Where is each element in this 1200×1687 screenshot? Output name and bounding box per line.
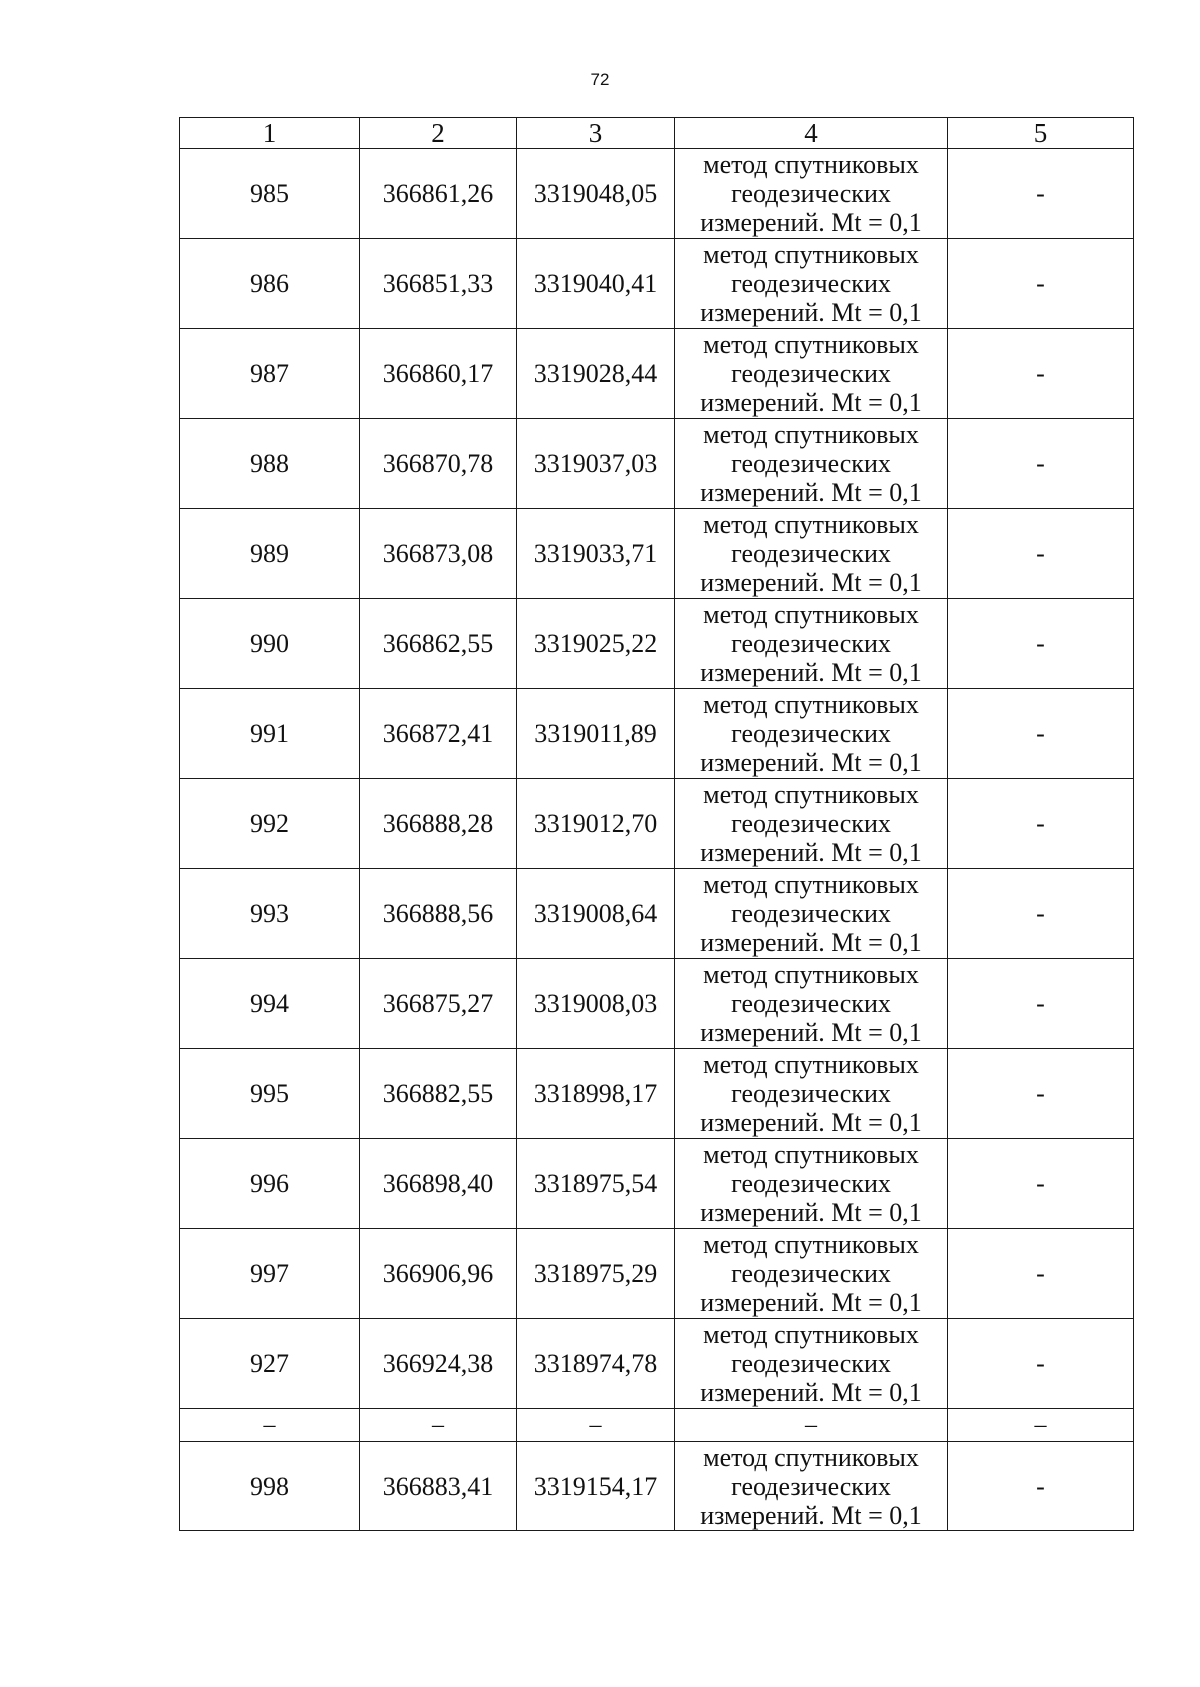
table-row bbox=[180, 1139, 1134, 1229]
method-line: метод спутниковых bbox=[703, 870, 919, 899]
method-line: геодезических bbox=[731, 629, 891, 658]
method-line: метод спутниковых bbox=[703, 690, 919, 719]
cell-x-coordinate: 366862,55 bbox=[360, 599, 517, 689]
method-line: геодезических bbox=[731, 719, 891, 748]
cell-y-coordinate: 3319008,64 bbox=[517, 869, 675, 959]
cell-point-number: 997 bbox=[180, 1229, 360, 1319]
separator-cell: – bbox=[517, 1409, 675, 1442]
cell-method bbox=[675, 329, 948, 419]
method-line: измерений. Mt = 0,1 bbox=[700, 1018, 922, 1047]
table-row bbox=[180, 1049, 1134, 1139]
cell-method bbox=[675, 509, 948, 599]
cell-y-coordinate: 3319037,03 bbox=[517, 419, 675, 509]
table-row bbox=[180, 509, 1134, 599]
cell-method bbox=[675, 689, 948, 779]
method-line: измерений. Mt = 0,1 bbox=[700, 1108, 922, 1137]
table-row bbox=[180, 1442, 1134, 1531]
cell-y-coordinate: 3319154,17 bbox=[517, 1442, 675, 1531]
method-line: метод спутниковых bbox=[703, 600, 919, 629]
cell-y-coordinate: 3319008,03 bbox=[517, 959, 675, 1049]
method-line: геодезических bbox=[731, 899, 891, 928]
cell-method bbox=[675, 869, 948, 959]
cell-x-coordinate: 366906,96 bbox=[360, 1229, 517, 1319]
method-line: геодезических bbox=[731, 989, 891, 1018]
method-line: измерений. Mt = 0,1 bbox=[700, 748, 922, 777]
cell-note: - bbox=[948, 1139, 1134, 1229]
table-row bbox=[180, 779, 1134, 869]
method-line: метод спутниковых bbox=[703, 780, 919, 809]
table-row bbox=[180, 239, 1134, 329]
cell-point-number: 927 bbox=[180, 1319, 360, 1409]
cell-x-coordinate: 366851,33 bbox=[360, 239, 517, 329]
cell-note: - bbox=[948, 419, 1134, 509]
separator-cell: – bbox=[180, 1409, 360, 1442]
method-line: измерений. Mt = 0,1 bbox=[700, 928, 922, 957]
cell-note: - bbox=[948, 239, 1134, 329]
method-line: геодезических bbox=[731, 1349, 891, 1378]
header-col-5: 5 bbox=[948, 118, 1134, 149]
cell-y-coordinate: 3319012,70 bbox=[517, 779, 675, 869]
method-line: метод спутниковых bbox=[703, 1442, 919, 1472]
method-line: метод спутниковых bbox=[703, 1050, 919, 1079]
method-line: геодезических bbox=[731, 449, 891, 478]
cell-x-coordinate: 366875,27 bbox=[360, 959, 517, 1049]
cell-note: - bbox=[948, 149, 1134, 239]
cell-method bbox=[675, 239, 948, 329]
method-line: метод спутниковых bbox=[703, 330, 919, 359]
cell-x-coordinate: 366888,28 bbox=[360, 779, 517, 869]
method-line: метод спутниковых bbox=[703, 1140, 919, 1169]
method-line: геодезических bbox=[731, 269, 891, 298]
cell-y-coordinate: 3318998,17 bbox=[517, 1049, 675, 1139]
coordinates-table bbox=[179, 117, 1134, 1531]
method-line: геодезических bbox=[731, 1079, 891, 1108]
table-row bbox=[180, 599, 1134, 689]
cell-method bbox=[675, 1049, 948, 1139]
method-line: геодезических bbox=[731, 1169, 891, 1198]
cell-method bbox=[675, 419, 948, 509]
cell-point-number: 993 bbox=[180, 869, 360, 959]
cell-point-number: 985 bbox=[180, 149, 360, 239]
cell-method bbox=[675, 959, 948, 1049]
cell-y-coordinate: 3319040,41 bbox=[517, 239, 675, 329]
cell-method bbox=[675, 1229, 948, 1319]
cell-x-coordinate: 366860,17 bbox=[360, 329, 517, 419]
cell-y-coordinate: 3318975,29 bbox=[517, 1229, 675, 1319]
cell-note: - bbox=[948, 1049, 1134, 1139]
method-line: метод спутниковых bbox=[703, 1320, 919, 1349]
method-line: метод спутниковых bbox=[703, 150, 919, 179]
cell-x-coordinate: 366883,41 bbox=[360, 1442, 517, 1531]
cell-x-coordinate: 366898,40 bbox=[360, 1139, 517, 1229]
cell-point-number: 992 bbox=[180, 779, 360, 869]
cell-method bbox=[675, 1442, 948, 1531]
method-line: геодезических bbox=[731, 1471, 891, 1501]
method-line: измерений. Mt = 0,1 bbox=[700, 1378, 922, 1407]
cell-point-number: 987 bbox=[180, 329, 360, 419]
separator-cell: – bbox=[948, 1409, 1134, 1442]
cell-x-coordinate: 366861,26 bbox=[360, 149, 517, 239]
cell-y-coordinate: 3319033,71 bbox=[517, 509, 675, 599]
cell-note: - bbox=[948, 1229, 1134, 1319]
cell-x-coordinate: 366870,78 bbox=[360, 419, 517, 509]
table-header-row bbox=[180, 118, 1134, 149]
cell-point-number: 991 bbox=[180, 689, 360, 779]
cell-point-number: 988 bbox=[180, 419, 360, 509]
cell-point-number: 998 bbox=[180, 1442, 360, 1531]
cell-method bbox=[675, 779, 948, 869]
cell-note: - bbox=[948, 1319, 1134, 1409]
method-line: метод спутниковых bbox=[703, 240, 919, 269]
method-line: геодезических bbox=[731, 539, 891, 568]
cell-point-number: 990 bbox=[180, 599, 360, 689]
method-line: измерений. Mt = 0,1 bbox=[700, 1500, 922, 1530]
method-line: измерений. Mt = 0,1 bbox=[700, 1288, 922, 1317]
cell-y-coordinate: 3319025,22 bbox=[517, 599, 675, 689]
header-col-1: 1 bbox=[180, 118, 360, 149]
cell-x-coordinate: 366888,56 bbox=[360, 869, 517, 959]
cell-note: - bbox=[948, 779, 1134, 869]
cell-note: - bbox=[948, 689, 1134, 779]
cell-method bbox=[675, 1139, 948, 1229]
method-line: геодезических bbox=[731, 359, 891, 388]
cell-note: - bbox=[948, 329, 1134, 419]
cell-method bbox=[675, 149, 948, 239]
header-col-3: 3 bbox=[517, 118, 675, 149]
header-col-2: 2 bbox=[360, 118, 517, 149]
method-line: измерений. Mt = 0,1 bbox=[700, 568, 922, 597]
cell-x-coordinate: 366873,08 bbox=[360, 509, 517, 599]
cell-y-coordinate: 3318975,54 bbox=[517, 1139, 675, 1229]
method-line: метод спутниковых bbox=[703, 420, 919, 449]
table-row bbox=[180, 149, 1134, 239]
table-row bbox=[180, 869, 1134, 959]
cell-note: - bbox=[948, 959, 1134, 1049]
cell-point-number: 994 bbox=[180, 959, 360, 1049]
header-col-4: 4 bbox=[675, 118, 948, 149]
method-line: метод спутниковых bbox=[703, 510, 919, 539]
cell-note: - bbox=[948, 1442, 1134, 1531]
cell-x-coordinate: 366882,55 bbox=[360, 1049, 517, 1139]
cell-method bbox=[675, 599, 948, 689]
cell-point-number: 995 bbox=[180, 1049, 360, 1139]
cell-x-coordinate: 366872,41 bbox=[360, 689, 517, 779]
method-line: измерений. Mt = 0,1 bbox=[700, 208, 922, 237]
table-row bbox=[180, 419, 1134, 509]
separator-row bbox=[180, 1409, 1134, 1442]
method-line: метод спутниковых bbox=[703, 960, 919, 989]
method-line: метод спутниковых bbox=[703, 1230, 919, 1259]
method-line: измерений. Mt = 0,1 bbox=[700, 838, 922, 867]
method-line: геодезических bbox=[731, 179, 891, 208]
table-row bbox=[180, 329, 1134, 419]
cell-point-number: 996 bbox=[180, 1139, 360, 1229]
table-row bbox=[180, 689, 1134, 779]
table-row bbox=[180, 1319, 1134, 1409]
separator-cell: – bbox=[675, 1409, 948, 1442]
method-line: геодезических bbox=[731, 1259, 891, 1288]
table-row bbox=[180, 1229, 1134, 1319]
table-body bbox=[180, 149, 1134, 1531]
method-line: измерений. Mt = 0,1 bbox=[700, 298, 922, 327]
method-line: измерений. Mt = 0,1 bbox=[700, 1198, 922, 1227]
method-line: измерений. Mt = 0,1 bbox=[700, 658, 922, 687]
method-line: измерений. Mt = 0,1 bbox=[700, 388, 922, 417]
method-line: измерений. Mt = 0,1 bbox=[700, 478, 922, 507]
method-line: геодезических bbox=[731, 809, 891, 838]
cell-note: - bbox=[948, 599, 1134, 689]
page-number: 72 bbox=[590, 70, 610, 89]
table-row bbox=[180, 959, 1134, 1049]
cell-y-coordinate: 3319048,05 bbox=[517, 149, 675, 239]
cell-point-number: 989 bbox=[180, 509, 360, 599]
cell-method bbox=[675, 1319, 948, 1409]
cell-point-number: 986 bbox=[180, 239, 360, 329]
cell-y-coordinate: 3319028,44 bbox=[517, 329, 675, 419]
cell-y-coordinate: 3318974,78 bbox=[517, 1319, 675, 1409]
cell-y-coordinate: 3319011,89 bbox=[517, 689, 675, 779]
separator-cell: – bbox=[360, 1409, 517, 1442]
cell-note: - bbox=[948, 869, 1134, 959]
cell-note: - bbox=[948, 509, 1134, 599]
cell-x-coordinate: 366924,38 bbox=[360, 1319, 517, 1409]
